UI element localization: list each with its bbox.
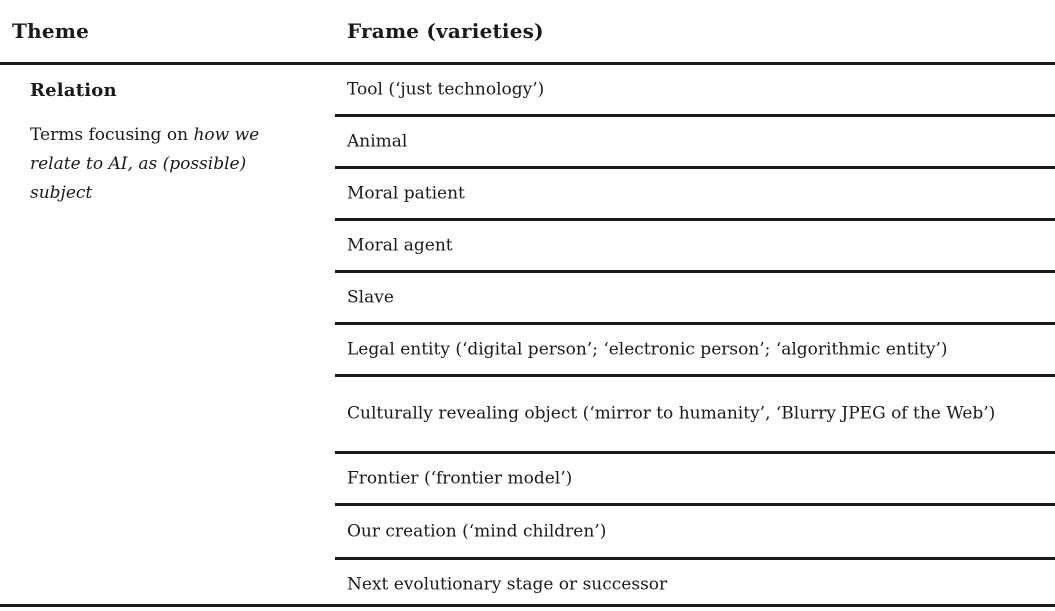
frame-cell: Tool (‘just technology’) [347,79,545,99]
table-bottom-rule [0,604,1055,607]
frame-cell: Frontier (‘frontier model’) [347,468,573,488]
table-row [335,454,1055,506]
table-row [335,377,1055,454]
table-row [335,560,1055,609]
frame-cell: Moral agent [347,235,453,255]
theme-title: Relation [30,80,117,101]
table-row [335,221,1055,273]
table-row [335,169,1055,221]
frame-cell: Next evolutionary stage or successor [347,574,668,594]
theme-cell [30,80,300,208]
theme-description-text: Terms focusing on [30,125,194,145]
table-row [335,325,1055,377]
column-header-frame: Frame (varieties) [347,19,544,43]
table-row [335,117,1055,169]
frame-list [335,65,1055,609]
table-row [335,273,1055,325]
frame-cell: Slave [347,287,394,307]
table-row [335,65,1055,117]
table-header [0,0,1055,62]
frame-cell: Legal entity (‘digital person’; ‘electronic person’; ‘algorithmic entity’) [347,339,948,359]
frame-cell: Culturally revealing object (‘mirror to humanity’, ‘Blurry JPEG of the Web’) [347,403,996,424]
theme-description-emphasis: how we relate to AI, as (possible) subject [30,125,260,203]
column-header-theme: Theme [12,19,90,43]
frame-cell: Animal [347,131,408,151]
theme-description [30,121,300,208]
table-row [335,506,1055,560]
frame-cell: Moral patient [347,183,465,203]
frame-cell: Our creation (‘mind children’) [347,521,607,541]
